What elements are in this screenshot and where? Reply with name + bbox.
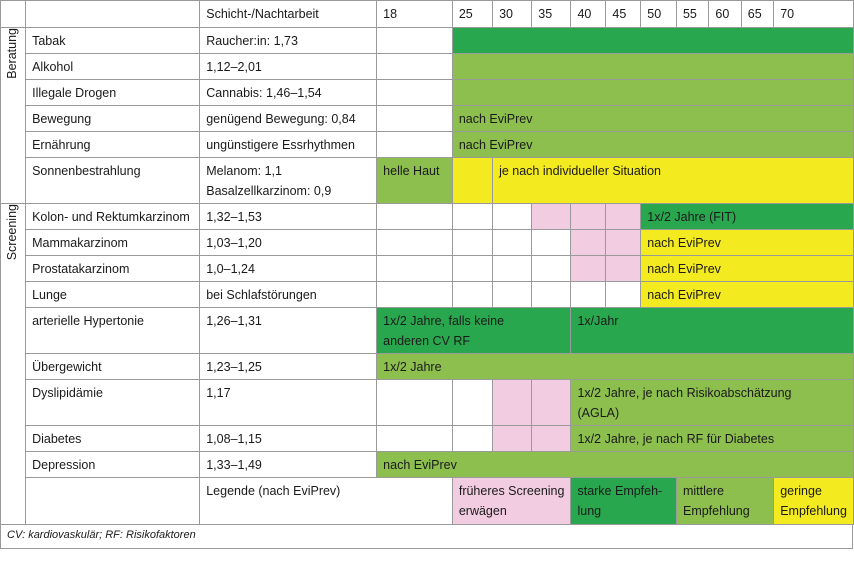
header-risk: Schicht-/Nachtarbeit	[200, 1, 377, 28]
rec-cell: nach EviPrev	[641, 282, 854, 308]
row-risk: 1,0–1,24	[200, 256, 377, 282]
header-row	[1, 1, 854, 28]
row-risk: Cannabis: 1,46–1,54	[200, 80, 377, 106]
header-age: 55	[676, 1, 708, 28]
row-label: Übergewicht	[26, 354, 200, 380]
header-age: 25	[452, 1, 492, 28]
legend-strong: starke Empfeh- lung	[571, 478, 677, 525]
table-row	[1, 54, 854, 80]
legend-label: Legende (nach EviPrev)	[200, 478, 453, 525]
header-age: 45	[606, 1, 641, 28]
legend-medium: mittlere Empfehlung	[676, 478, 773, 525]
table-row	[1, 80, 854, 106]
row-label: Illegale Drogen	[26, 80, 200, 106]
rec-cell: nach EviPrev	[641, 230, 854, 256]
table-row	[1, 308, 854, 354]
row-label: Depression	[26, 452, 200, 478]
header-age: 65	[741, 1, 773, 28]
legend-low: geringe Empfehlung	[774, 478, 854, 525]
row-risk: 1,33–1,49	[200, 452, 377, 478]
table-row	[1, 426, 854, 452]
rec-cell	[452, 80, 853, 106]
row-risk: ungünstigere Essrhythmen	[200, 132, 377, 158]
row-label: Tabak	[26, 28, 200, 54]
header-age: 50	[641, 1, 677, 28]
table-row	[1, 132, 854, 158]
header-empty	[1, 1, 26, 28]
rec-cell: je nach individueller Situation	[493, 158, 854, 204]
table-row	[1, 452, 854, 478]
row-risk: 1,23–1,25	[200, 354, 377, 380]
rec-cell: 1x/Jahr	[571, 308, 854, 354]
row-label: Lunge	[26, 282, 200, 308]
rec-cell: 1x/2 Jahre, je nach RF für Diabetes	[571, 426, 854, 452]
table-row	[1, 380, 854, 426]
row-label: Mammakarzinom	[26, 230, 200, 256]
table-row	[1, 158, 854, 204]
rec-cell: 1x/2 Jahre (FIT)	[641, 204, 854, 230]
footnote: CV: kardiovaskulär; RF: Risikofaktoren	[0, 525, 853, 549]
row-risk: 1,12–2,01	[200, 54, 377, 80]
header-age: 18	[377, 1, 453, 28]
legend-row	[1, 478, 854, 525]
row-risk: 1,08–1,15	[200, 426, 377, 452]
row-label: Dyslipidämie	[26, 380, 200, 426]
header-age: 30	[493, 1, 532, 28]
header-age: 60	[709, 1, 741, 28]
table-row	[1, 28, 854, 54]
rec-cell: 1x/2 Jahre, je nach Risikoabschätzung (AGLA)	[571, 380, 854, 426]
row-risk: bei Schlafstörungen	[200, 282, 377, 308]
rec-cell: nach EviPrev	[452, 106, 853, 132]
row-label: Bewegung	[26, 106, 200, 132]
group-label-beratung: Beratung	[1, 28, 26, 204]
table-row	[1, 354, 854, 380]
rec-cell	[452, 54, 853, 80]
row-label: Ernährung	[26, 132, 200, 158]
row-risk: Raucher:in: 1,73	[200, 28, 377, 54]
row-label: Prostatakarzinom	[26, 256, 200, 282]
row-risk: Melanom: 1,1 Basalzellkarzinom: 0,9	[200, 158, 377, 204]
header-age: 40	[571, 1, 606, 28]
legend-pink: früheres Screening erwägen	[452, 478, 571, 525]
header-age: 35	[532, 1, 571, 28]
rec-cell	[452, 28, 853, 54]
header-age: 70	[774, 1, 854, 28]
row-risk: 1,17	[200, 380, 377, 426]
row-label: arterielle Hypertonie	[26, 308, 200, 354]
rec-cell: nach EviPrev	[452, 132, 853, 158]
row-label: Kolon- und Rektumkarzinom	[26, 204, 200, 230]
rec-cell: 1x/2 Jahre, falls keine anderen CV RF	[377, 308, 571, 354]
row-label: Diabetes	[26, 426, 200, 452]
table-row	[1, 282, 854, 308]
table-row	[1, 256, 854, 282]
group-label-screening: Screening	[1, 204, 26, 525]
rec-cell: 1x/2 Jahre	[377, 354, 854, 380]
rec-cell: nach EviPrev	[377, 452, 854, 478]
row-risk: 1,03–1,20	[200, 230, 377, 256]
row-label: Sonnenbestrahlung	[26, 158, 200, 204]
row-risk: genügend Bewegung: 0,84	[200, 106, 377, 132]
table-row	[1, 106, 854, 132]
rec-cell: helle Haut	[377, 158, 453, 204]
table-row	[1, 230, 854, 256]
row-risk: 1,26–1,31	[200, 308, 377, 354]
rec-cell: nach EviPrev	[641, 256, 854, 282]
row-risk: 1,32–1,53	[200, 204, 377, 230]
row-label: Alkohol	[26, 54, 200, 80]
table-row	[1, 204, 854, 230]
header-empty	[26, 1, 200, 28]
